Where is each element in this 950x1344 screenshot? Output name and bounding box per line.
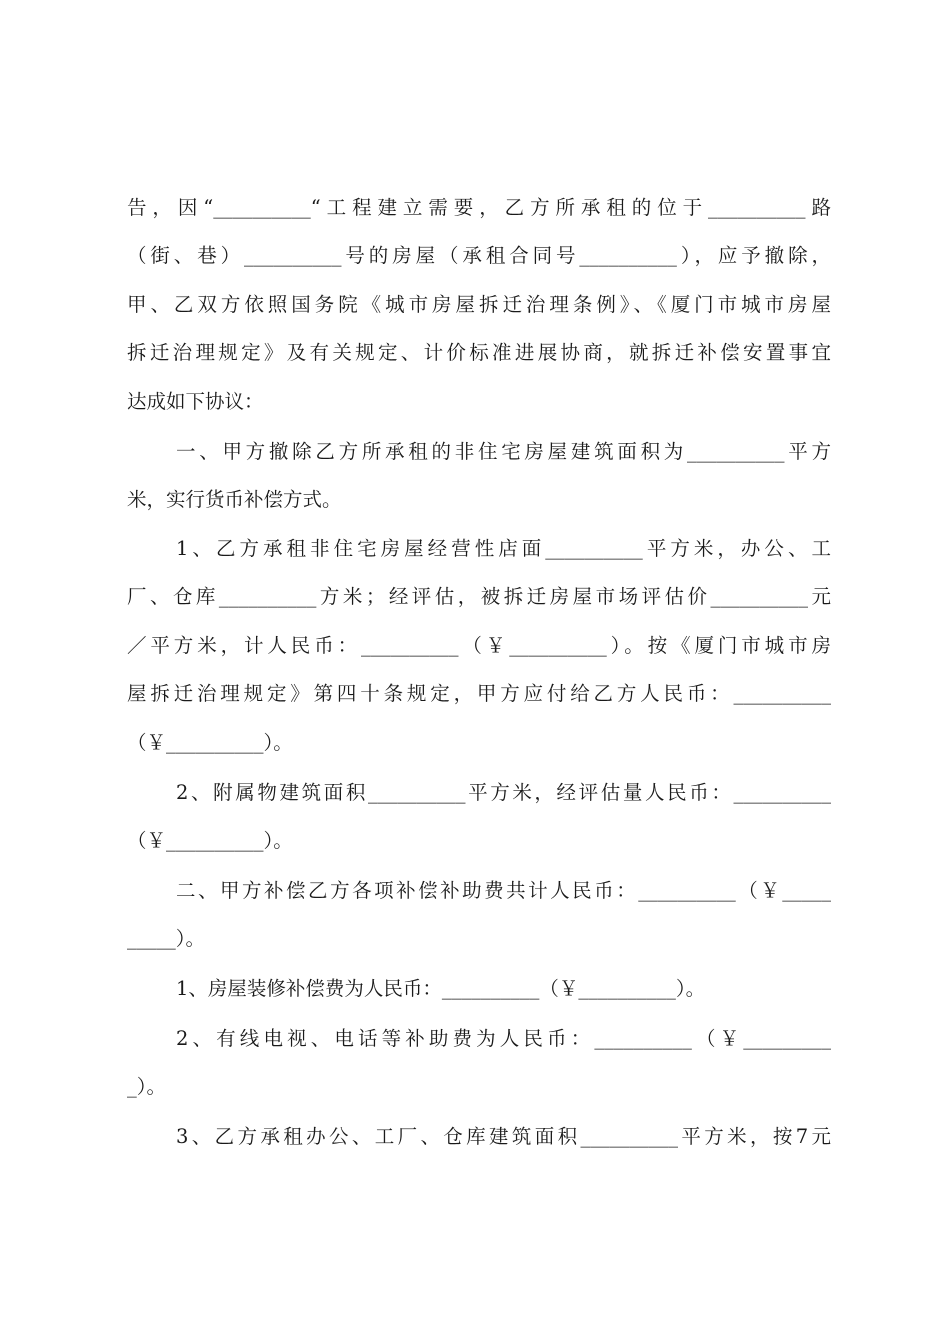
text-line-13: 2、附属物建筑面积__________平方米，经评估量人民币：__________ xyxy=(176,781,831,804)
text-line-4: 拆迁治理规定》及有关规定、计价标准进展协商，就拆迁补偿安置事宜 xyxy=(127,341,831,364)
text-line-8: 1、乙方承租非住宅房屋经营性店面__________平方米，办公、工 xyxy=(176,537,831,560)
text-line-9: 厂、仓库__________方米；经评估，被拆迁房屋市场评估价__________元 xyxy=(127,585,831,608)
text-line-11: 屋拆迁治理规定》第四十条规定，甲方应付给乙方人民币：__________ xyxy=(127,682,831,705)
text-line-5: 达成如下协议： xyxy=(127,390,264,413)
text-line-18: 2、有线电视、电话等补助费为人民币：__________（￥_________ xyxy=(176,1027,831,1050)
text-line-16: _____）。 xyxy=(127,927,206,950)
text-line-10: ／平方米，计人民币：__________（￥__________）。按《厦门市城市房 xyxy=(127,634,831,657)
text-line-12: （￥__________）。 xyxy=(127,731,293,754)
text-line-14: （￥__________）。 xyxy=(127,829,293,852)
text-line-19: _）。 xyxy=(127,1075,167,1098)
text-line-15: 二、甲方补偿乙方各项补偿补助费共计人民币：__________（￥_____ xyxy=(176,879,831,902)
text-line-7: 米，实行货币补偿方式。 xyxy=(127,488,342,511)
text-line-3: 甲、乙双方依照国务院《城市房屋拆迁治理条例》、《厦门市城市房屋 xyxy=(127,293,831,316)
text-line-1: 告，因“__________“工程建立需要，乙方所承租的位于__________路 xyxy=(127,196,831,219)
text-line-17: 1、房屋装修补偿费为人民币：__________（￥__________）。 xyxy=(176,977,706,1000)
text-line-20: 3、乙方承租办公、工厂、仓库建筑面积__________平方米，按7元 xyxy=(176,1125,831,1148)
text-line-6: 一、甲方撤除乙方所承租的非住宅房屋建筑面积为__________平方 xyxy=(176,440,831,463)
text-line-2: （街、巷）__________号的房屋（承租合同号__________），应予撤除， xyxy=(127,244,831,267)
